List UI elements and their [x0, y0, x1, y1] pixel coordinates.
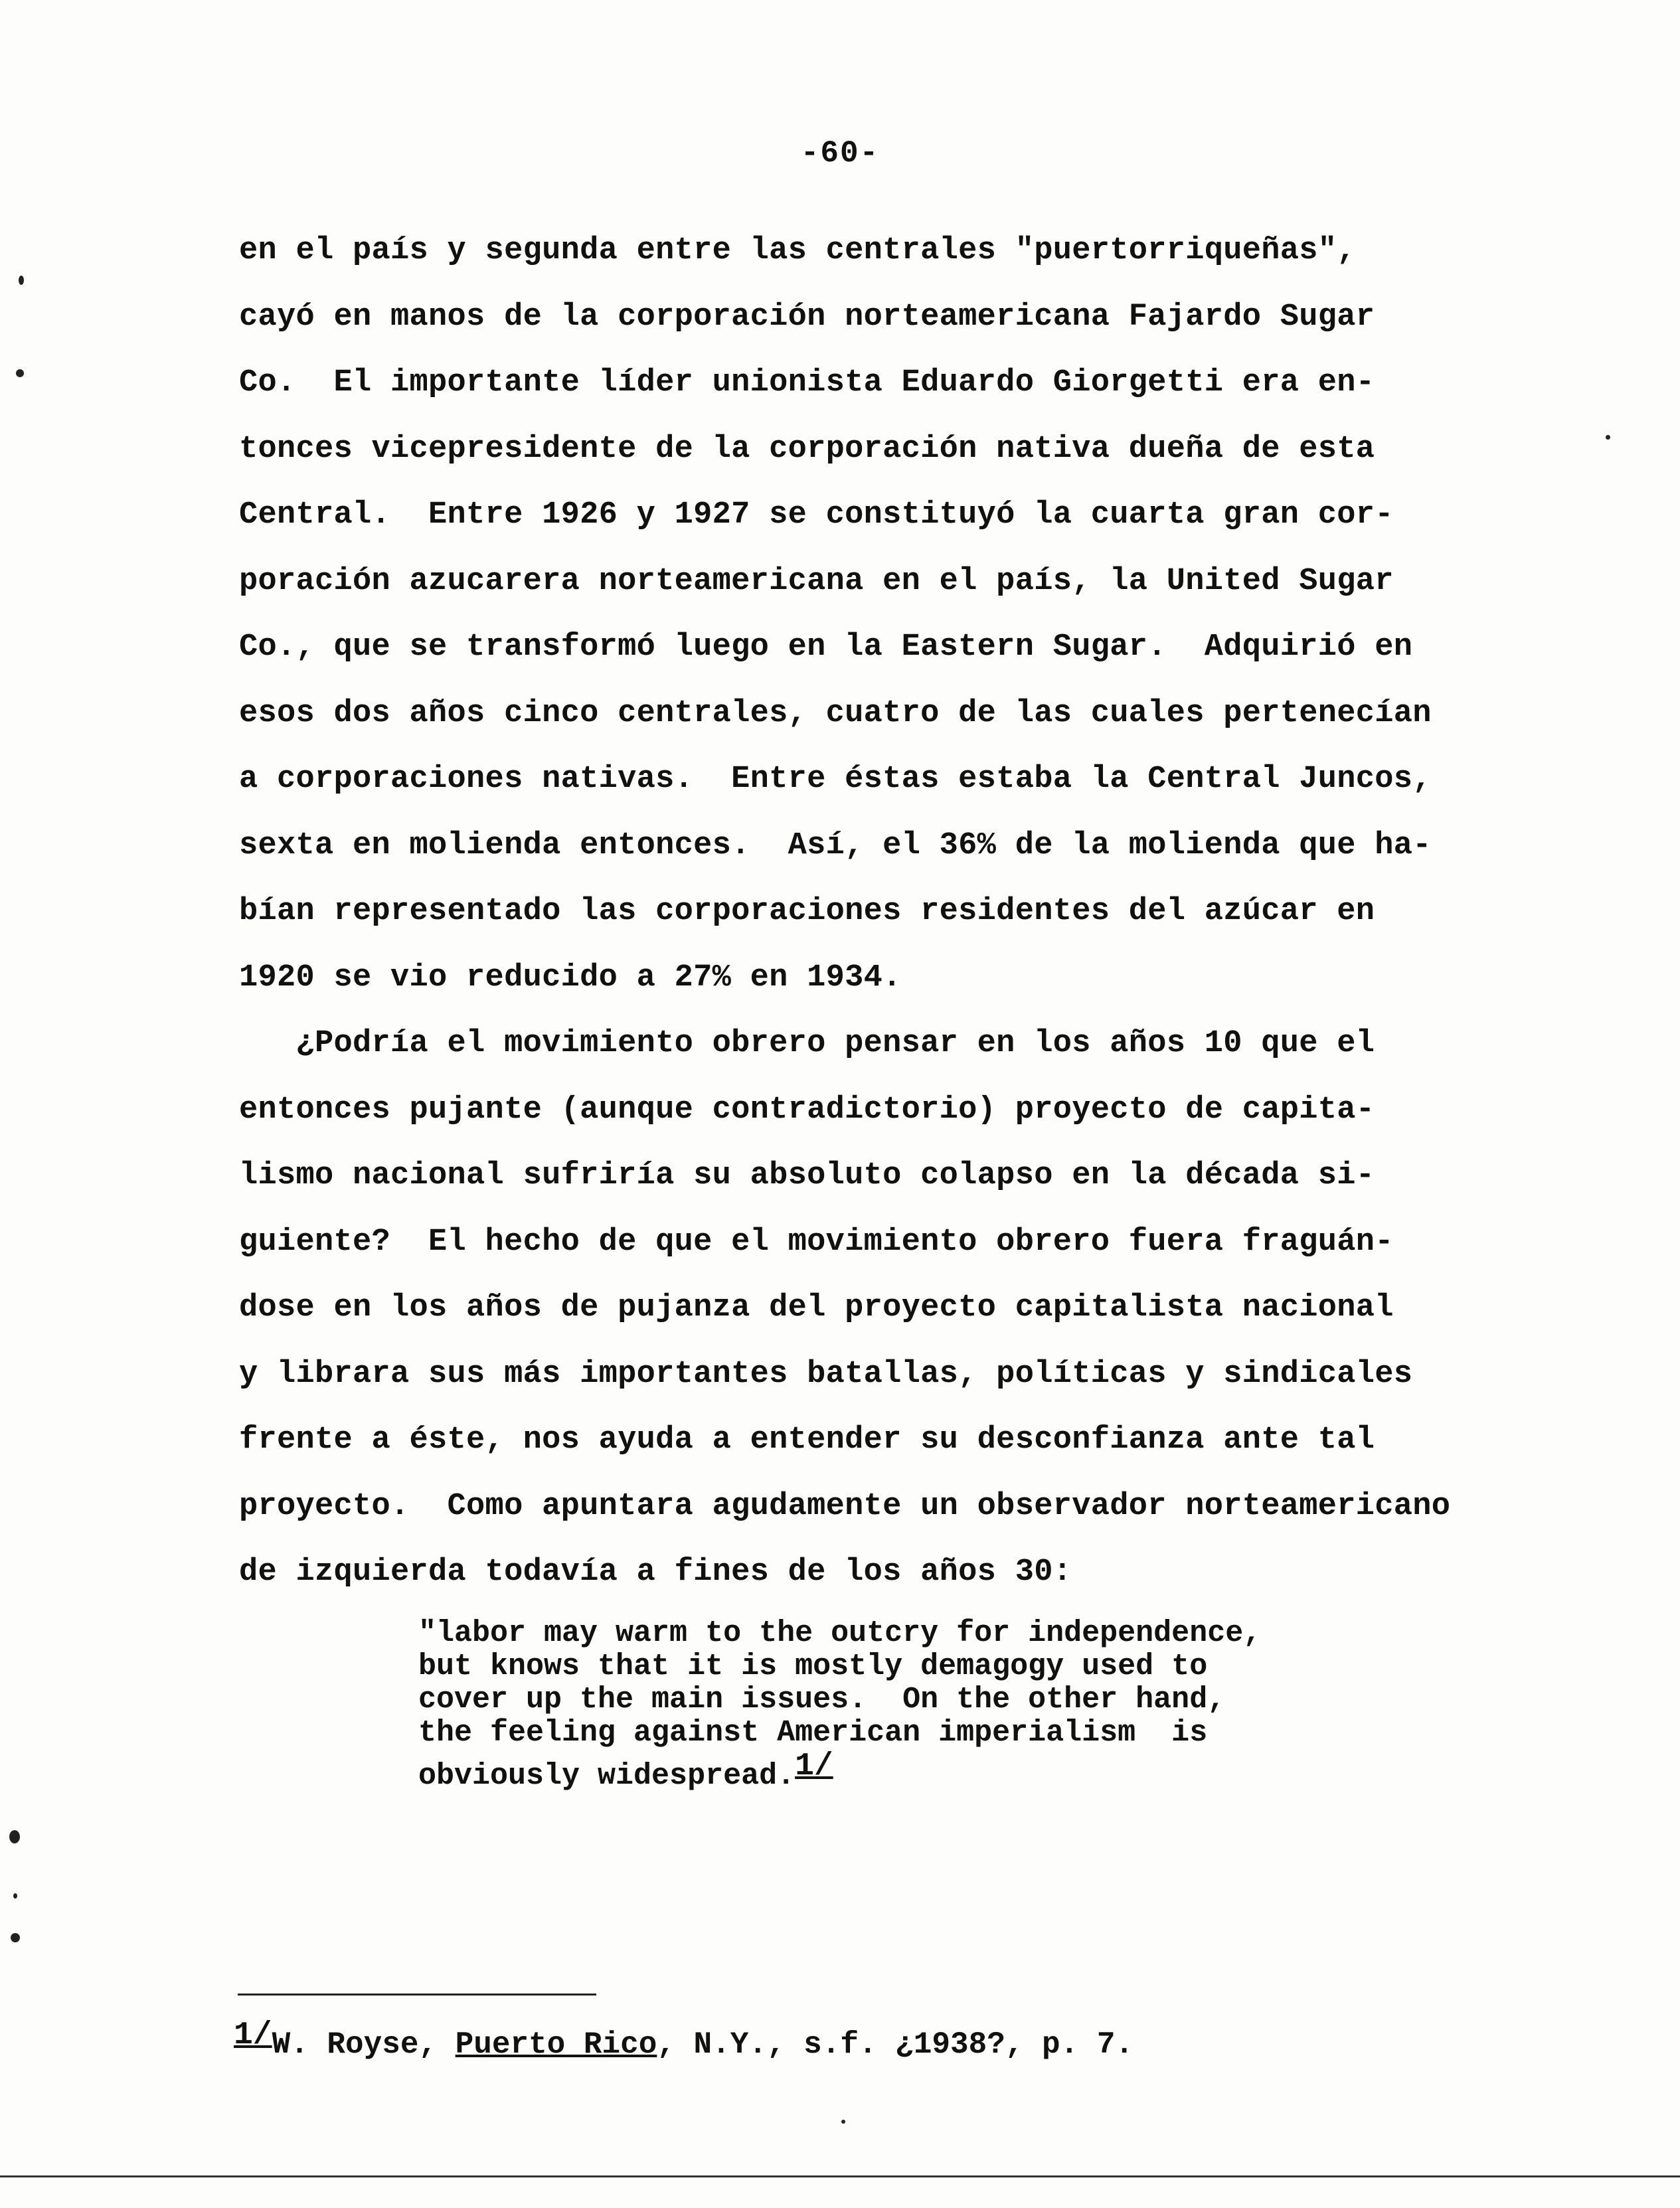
footnote-mark: 1/	[234, 2017, 272, 2053]
quote-line: cover up the main issues. On the other hand,	[418, 1683, 1226, 1717]
scan-speck	[841, 2120, 845, 2124]
body-line: y librara sus más importantes batallas, políticas y sindicales	[239, 1356, 1413, 1392]
body-line: cayó en manos de la corporación norteamericana Fajardo Sugar	[239, 299, 1375, 335]
body-line: dose en los años de pujanza del proyecto capitalista nacional	[239, 1290, 1394, 1325]
body-line: guiente? El hecho de que el movimiento obrero fuera fraguán-	[239, 1224, 1394, 1260]
quote-line: the feeling against American imperialism is	[418, 1716, 1208, 1750]
footnote-title: Puerto Rico	[455, 2027, 657, 2062]
quote-line: "labor may warm to the outcry for independence,	[418, 1616, 1262, 1650]
page-number: -60-	[800, 136, 880, 171]
scan-speck	[1606, 435, 1610, 440]
scan-speck	[13, 1893, 17, 1899]
quote-line: but knows that it is mostly demagogy used to	[418, 1650, 1208, 1683]
body-line: frente a éste, nos ayuda a entender su desconfianza ante tal	[239, 1422, 1375, 1458]
body-line: de izquierda todavía a fines de los años 30:	[239, 1555, 1072, 1590]
block-quote	[418, 1616, 1414, 1793]
quote-line-last	[418, 1748, 1414, 1793]
scan-speck	[9, 1830, 20, 1843]
footnote-author: W. Royse,	[272, 2027, 456, 2062]
scan-speck	[16, 369, 24, 377]
scan-speck	[19, 276, 24, 285]
scan-speck	[11, 1933, 20, 1942]
body-line: Co., que se transformó luego en la Eastern Sugar. Adquirió en	[239, 630, 1413, 665]
body-line: en el país y segunda entre las centrales "puertorriqueñas",	[239, 233, 1356, 268]
body-line: 1920 se vio reducido a 27% en 1934.	[239, 960, 902, 995]
footnote-rest: , N.Y., s.f. ¿1938?, p. 7.	[657, 2027, 1134, 2062]
body-line: tonces vicepresidente de la corporación nativa dueña de esta	[239, 431, 1375, 467]
body-text	[239, 218, 1541, 1606]
body-line: ¿Podría el movimiento obrero pensar en los años 10 que el	[239, 1026, 1375, 1061]
page-bottom-edge	[0, 2175, 1680, 2177]
body-line: poración azucarera norteamericana en el país, la United Sugar	[239, 563, 1394, 599]
body-line: esos dos años cinco centrales, cuatro de las cuales pertenecían	[239, 695, 1432, 731]
quote-line-text: obviously widespread.	[418, 1759, 796, 1793]
body-line: entonces pujante (aunque contradictorio) proyecto de capita-	[239, 1092, 1375, 1128]
body-line: bían representado las corporaciones residentes del azúcar en	[239, 894, 1375, 929]
body-line: Co. El importante líder unionista Eduardo Giorgetti era en-	[239, 365, 1375, 400]
body-line: proyecto. Como apuntara agudamente un observador norteamericano	[239, 1488, 1451, 1524]
body-line: sexta en molienda entonces. Así, el 36% de la molienda que ha-	[239, 827, 1432, 863]
quote-footnote-mark: 1/	[795, 1748, 833, 1784]
footnote	[234, 2012, 1134, 2068]
footnote-separator	[238, 1994, 596, 1996]
body-line: a corporaciones nativas. Entre éstas estaba la Central Juncos,	[239, 762, 1432, 797]
body-line: lismo nacional sufriría su absoluto colapso en la década si-	[239, 1158, 1375, 1193]
body-line: Central. Entre 1926 y 1927 se constituyó la cuarta gran cor-	[239, 497, 1394, 533]
